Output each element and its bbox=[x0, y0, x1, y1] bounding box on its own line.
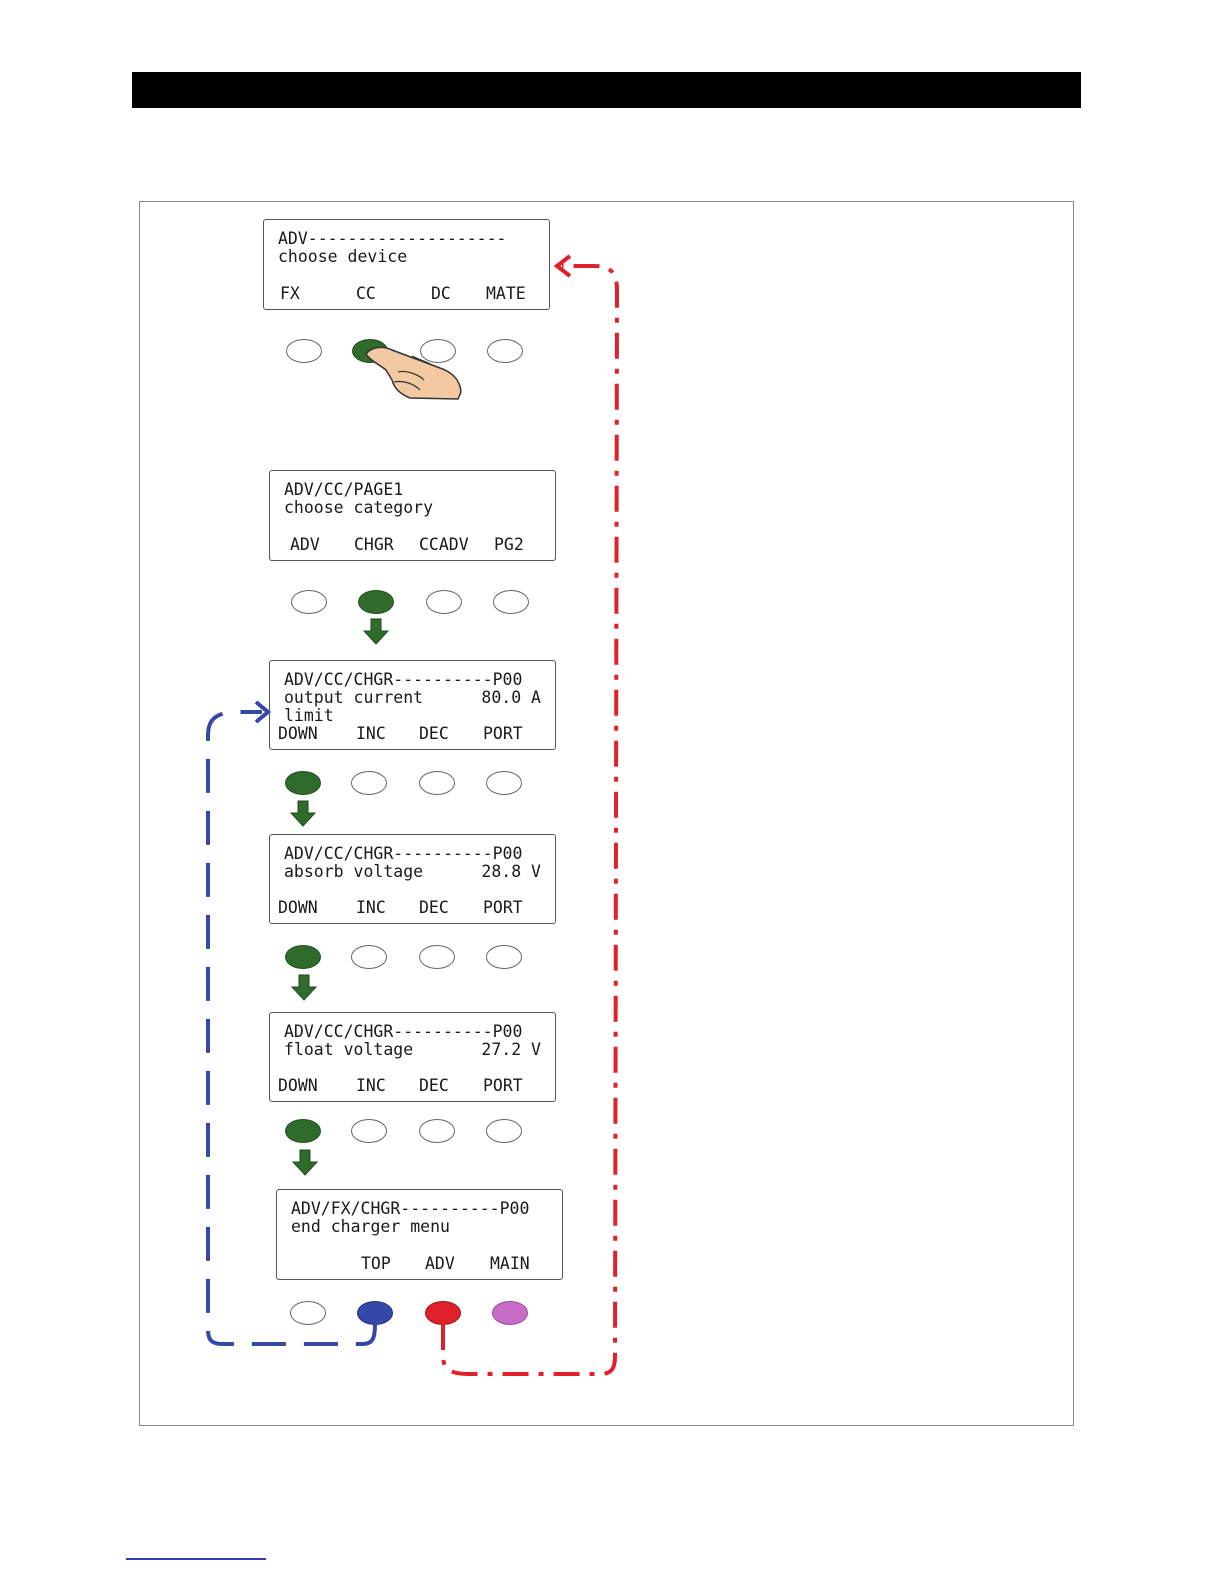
softkey-label: INC bbox=[356, 724, 386, 743]
down-arrow-icon bbox=[292, 975, 316, 1000]
softkey-label: DOWN bbox=[278, 1076, 318, 1095]
screen-title: ADV/FX/CHGR----------P00 bbox=[291, 1199, 530, 1218]
screen-prompt: choose device bbox=[278, 247, 408, 266]
screen-setting: absorb voltage bbox=[284, 862, 424, 881]
setting-value: 80.0 A bbox=[481, 688, 541, 707]
setting-value: 28.8 V bbox=[481, 862, 541, 881]
softkey-label: DEC bbox=[419, 898, 449, 917]
softkey-label: CC bbox=[356, 284, 376, 303]
screen-setting: float voltage bbox=[284, 1040, 414, 1059]
screen-title: ADV/CC/CHGR----------P00 bbox=[284, 1022, 523, 1041]
softkey-label: MAIN bbox=[490, 1254, 530, 1273]
softkey-label: DOWN bbox=[278, 724, 318, 743]
softkey-label: INC bbox=[356, 1076, 386, 1095]
screen-prompt: choose category bbox=[284, 498, 434, 517]
softkey-label: PORT bbox=[483, 724, 523, 743]
softkey-label: PORT bbox=[483, 1076, 523, 1095]
softkey-label: TOP bbox=[361, 1254, 391, 1273]
softkey-label: INC bbox=[356, 898, 386, 917]
screen-title: ADV/CC/CHGR----------P00 bbox=[284, 670, 523, 689]
screen-title: ADV-------------------- bbox=[278, 229, 507, 248]
softkey-label: PG2 bbox=[494, 535, 524, 554]
screen-title: ADV/CC/CHGR----------P00 bbox=[284, 844, 523, 863]
loop-back-arrow bbox=[208, 712, 375, 1344]
screen-setting-cont: limit bbox=[284, 706, 334, 725]
return-to-adv-arrow bbox=[443, 266, 617, 1374]
softkey-label: MATE bbox=[486, 284, 526, 303]
softkey-label: CCADV bbox=[419, 535, 469, 554]
softkey-label: FX bbox=[280, 284, 300, 303]
down-arrow-icon bbox=[291, 801, 315, 826]
softkey-label: DC bbox=[431, 284, 451, 303]
softkey-label: DEC bbox=[419, 724, 449, 743]
screen-title: ADV/CC/PAGE1 bbox=[284, 480, 404, 499]
softkey-label: CHGR bbox=[354, 535, 394, 554]
softkey-label: PORT bbox=[483, 898, 523, 917]
softkey-label: ADV bbox=[290, 535, 320, 554]
softkey-label: DOWN bbox=[278, 898, 318, 917]
pointing-hand-icon bbox=[366, 347, 461, 399]
footer-link-underline[interactable] bbox=[126, 1558, 266, 1560]
softkey-label: ADV bbox=[425, 1254, 455, 1273]
screen-prompt: end charger menu bbox=[291, 1217, 450, 1236]
screen-setting: output current bbox=[284, 688, 424, 707]
setting-value: 27.2 V bbox=[481, 1040, 541, 1059]
down-arrow-icon bbox=[364, 619, 388, 644]
down-arrow-icon bbox=[293, 1150, 317, 1175]
softkey-label: DEC bbox=[419, 1076, 449, 1095]
arrowhead-icon bbox=[557, 256, 570, 276]
